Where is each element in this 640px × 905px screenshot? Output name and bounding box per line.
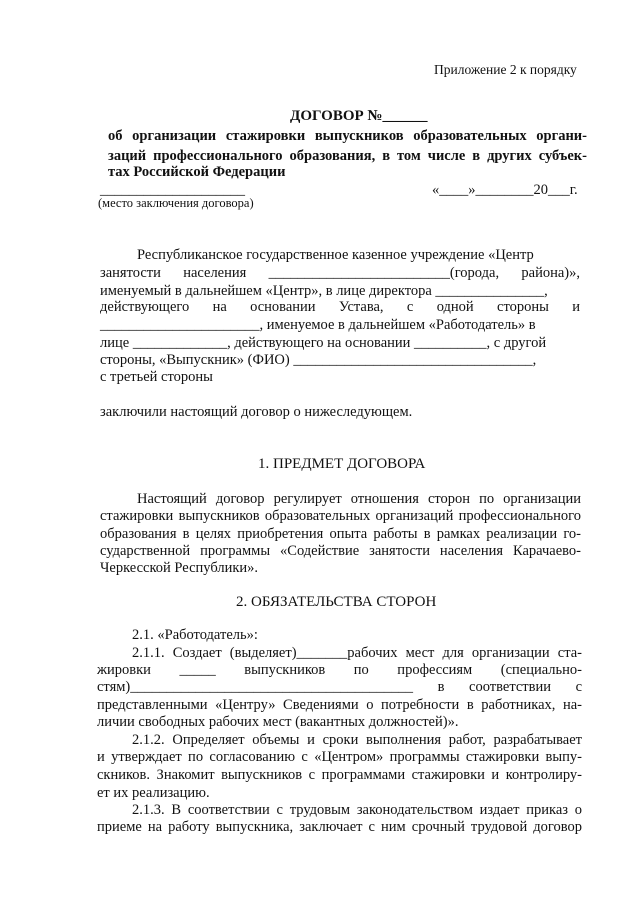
preamble-line-4: действующего на основании Устава, с одной стороны и [100,299,580,315]
clause-2-1-3-line-2: приеме на работу выпускника, заключает с ним срочный трудовой договор [97,819,582,835]
subtitle-line-3: тах Российской Федерации [108,164,286,180]
clause-2-1: 2.1. «Работодатель»: [132,627,258,643]
clause-2-1-1-line-5: личии свободных рабочих мест (вакантных должностей)». [97,714,459,730]
preamble-line-1: Республиканское государственное казенное учреждение «Центр [137,247,534,263]
clause-2-1-1-line-1: 2.1.1. Создает (выделяет)_______рабочих мест для организации ста- [132,645,582,661]
section-1-line-3: образования в целях приобретения опыта работы в рамках реализации го- [100,526,581,542]
section-1-title: 1. ПРЕДМЕТ ДОГОВОРА [258,456,426,472]
place-line: ____________________ [100,182,245,198]
clause-2-1-1-line-4: представленными «Центру» Сведениями о потребности в работниках, на- [97,697,582,713]
clause-2-1-2-line-3: скников. Знакомит выпускников с программами стажировки и контролиру- [97,767,582,783]
section-1-line-4: сударственной программы «Содействие занятости населения Карачаево- [100,543,581,559]
date-line: «____»________20___г. [432,182,578,198]
clause-2-1-3-line-1: 2.1.3. В соответствии с трудовым законодательством издает приказ о [132,802,582,818]
contract-title: ДОГОВОР №______ [290,108,428,124]
preamble-line-6: лице _____________, действующего на основании __________, с другой [100,335,547,351]
preamble-line-3: именуемый в дальнейшем «Центр», в лице директора _______________, [100,283,548,299]
section-1-line-2: стажировки выпускников образовательных организаций профессионального [100,508,581,524]
section-1-line-1: Настоящий договор регулирует отношения сторон по организации [137,491,581,507]
clause-2-1-1-line-2: жировки _____ выпускников по профессиям (специально- [97,662,582,678]
preamble-line-8: с третьей стороны [100,369,213,385]
clause-2-1-1-line-3: стям)_______________________________________ в соответствии с [97,679,582,695]
subtitle-line-1: об организации стажировки выпускников образовательных органи- [108,128,587,144]
preamble-line-7: стороны, «Выпускник» (ФИО) _________________________________, [100,352,537,368]
clause-2-1-2-line-4: ет их реализацию. [97,785,210,801]
appendix-label: Приложение 2 к порядку [434,62,577,77]
preamble-line-2: занятости населения _________________________(города, района)», [100,265,580,281]
section-2-title: 2. ОБЯЗАТЕЛЬСТВА СТОРОН [236,594,437,610]
concluded-line: заключили настоящий договор о нижеследующем. [100,404,413,420]
subtitle-line-2: заций профессионального образования, в том числе в других субъек- [108,148,587,164]
clause-2-1-2-line-1: 2.1.2. Определяет объемы и сроки выполнения работ, разрабатывает [132,732,582,748]
clause-2-1-2-line-2: и утверждает по согласованию с «Центром» программы стажировки выпу- [97,749,582,765]
place-caption: (место заключения договора) [98,196,254,210]
preamble-line-5: ______________________, именуемое в дальнейшем «Работодатель» в [100,317,536,333]
section-1-line-5: Черкесской Республики». [100,560,259,576]
